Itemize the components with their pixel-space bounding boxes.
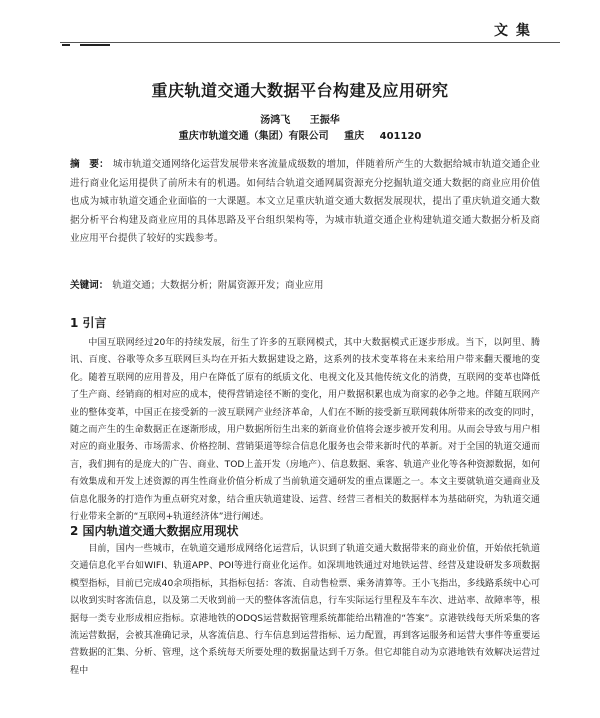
header-mark-short: [62, 44, 70, 46]
keywords-label: 关键词：: [70, 280, 109, 291]
author-name: 王振华: [309, 115, 340, 126]
affiliation-city: 重庆: [344, 131, 365, 142]
abstract-label: 摘 要：: [70, 159, 109, 170]
paragraph: 目前，国内一些城市，在轨道交通形成网络化运营后，认识到了轨道交通大数据带来的商业价值，开始依托轨道交通信息化平台如WIFI、轨道APP、POI等进行商业化运作。如深圳地铁通过对地铁运营、经营及建设研发多项数据模型指标，目前已完成40余项指标，其指标包括：客流、自动售检票、乘务清算等。王小飞指出，多线路系统中心可以收到实时客流信息，以及第二天收到前一天的整体客流信息，行车实际运行里程及车车次、进站率、故障率等，根据每一类专业形成相应指标。京港地铁的ODQS运营数据管理系统都能给出精准的“答案”。京港铁线每天所采集的客流运营数据，会被其准确记录，从客流信息、行车信息到运营指标、运力配置，再到客运服务和运营大事件等重要运营数据的汇集、分析、管理，这个系统每天所要处理的数据量达到千万条。但它却能自动为京港地铁有效解决运营过程中: [70, 544, 540, 676]
affiliation-postcode: 401120: [379, 131, 422, 142]
author-name: 汤鸿飞: [260, 115, 291, 126]
header-rule: [60, 42, 560, 43]
section-heading-status: 2 国内轨道交通大数据应用现状: [70, 524, 239, 538]
header-mark-long: [80, 44, 110, 46]
affiliation-org: 重庆市轨道交通（集团）有限公司: [178, 131, 329, 142]
affiliation: [0, 127, 600, 142]
paragraph: 中国互联网经过20年的持续发展，衍生了许多的互联网模式，其中大数据模式正逐步形成。当下，以阿里、腾讯、百度、谷歌等众多互联网巨头均在开拓大数据建设之路，这系列的技术变革将在未来给用户带来翻天覆地的变化。随着互联网的应用普及，用户在降低了原有的纸质文化、电视文化及其他传统文化的消费，互联网的变革也降低了生产商、经销商的相对应的成本，使得营销途径不断的变化，用户数据积累也成为商家的必争之地。伴随互联网产业的整体变革，中国正在接受新的一波互联网产业经济革命，人们在不断的接受新互联网载体所带来的改变的同时，随之而产生的生命数据正在逐渐形成，用户数据所衍生出来的新商业价值将会逐步被开发利用。从而会导致与用户相对应的商业服务、市场需求、价格控制、营销渠道等综合信息化服务也会带来新时代的革新。对于全国的轨道交通而言，我们拥有的是庞大的广告、商业、TOD上盖开发（房地产）、信息数据、乘客、轨道产业化等各种资源数据，如何有效集成和开发上述资源的再生性商业价值分析成了当前轨道交通研发的重点课题之一。本文主要就轨道交通商业及信息化服务的打造作为重点研究对象，结合重庆轨道建设、运营、经营三者相关的数据样本为基础研究，为轨道交通行业带来全新的“互联网+轨道经济体”进行阐述。: [70, 338, 540, 523]
section-body-introduction: [70, 335, 540, 526]
abstract-text: 城市轨道交通网络化运营发展带来客流量成级数的增加，伴随着所产生的大数据给城市轨道交通企业进行商业化运用提供了前所未有的机遇。如何结合轨道交通网属资源充分挖掘轨道交通大数据的商业应用价值也成为城市轨道交通企业面临的一大课题。本文立足重庆轨道交通大数据发展现状，提出了重庆轨道交通大数据分析平台构建及商业应用的具体思路及平台组织架构等，为城市轨道交通企业构建轨道交通大数据分析及商业应用平台提供了较好的实践参考。: [70, 159, 540, 245]
section-heading-introduction: 1 引言: [70, 316, 107, 330]
keywords: [70, 278, 540, 294]
keywords-text: 轨道交通；大数据分析；附属资源开发；商业应用: [112, 280, 324, 291]
abstract: [70, 156, 540, 249]
paper-title: 重庆轨道交通大数据平台构建及应用研究: [151, 81, 449, 100]
section-body-status: [70, 541, 540, 680]
author-list: [0, 111, 600, 126]
journal-section-label: 文集: [494, 23, 538, 39]
